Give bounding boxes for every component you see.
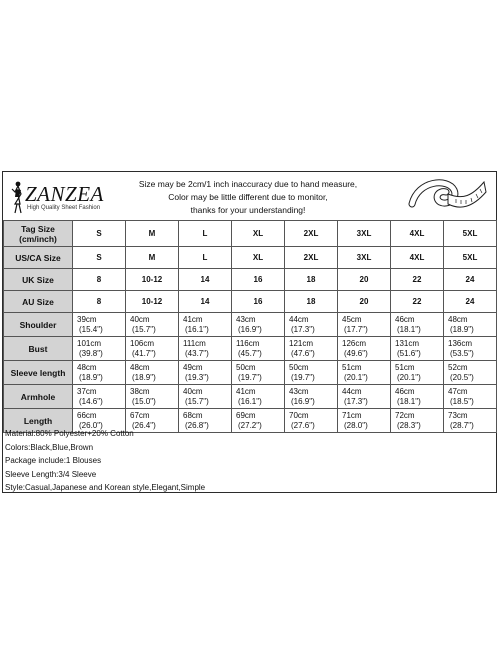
measure-cell (391, 361, 444, 385)
measure-cell (126, 385, 179, 409)
cm-value: 136cm (448, 338, 473, 348)
size-cell: 18 (285, 269, 338, 291)
measure-cell (285, 337, 338, 361)
inch-value: (41.7") (132, 348, 156, 358)
inch-value: (26.4") (132, 420, 156, 430)
cm-value: 37cm (77, 386, 97, 396)
fashion-figure-icon (9, 180, 25, 214)
measure-cell (126, 313, 179, 337)
cm-value: 66cm (77, 410, 97, 420)
cm-value: 44cm (342, 386, 362, 396)
size-cell: XL (232, 247, 285, 269)
size-table (3, 220, 497, 433)
size-cell: 2XL (285, 247, 338, 269)
inch-value: (18.5") (450, 396, 474, 406)
size-cell: 8 (73, 291, 126, 313)
inch-value: (18.1") (397, 324, 421, 334)
inch-value: (20.1") (344, 372, 368, 382)
inch-value: (53.5") (450, 348, 474, 358)
inch-value: (18.1") (397, 396, 421, 406)
inch-value: (26.8") (185, 420, 209, 430)
size-cell: 22 (391, 269, 444, 291)
cm-value: 49cm (183, 362, 203, 372)
row-label-text: UK Size (22, 274, 54, 285)
measure-cell (232, 385, 285, 409)
measure-cell (73, 313, 126, 337)
measure-cell (179, 313, 232, 337)
inch-value: (28.7") (450, 420, 474, 430)
table-row (4, 361, 497, 385)
size-cell: 16 (232, 269, 285, 291)
table-row (4, 337, 497, 361)
inch-value: (20.5") (450, 372, 474, 382)
measure-cell (338, 361, 391, 385)
chart-header (3, 172, 496, 220)
cm-value: 50cm (236, 362, 256, 372)
size-cell: 18 (285, 291, 338, 313)
measure-cell (126, 337, 179, 361)
size-cell: 24 (444, 291, 497, 313)
cm-value: 67cm (130, 410, 150, 420)
size-cell: 5XL (444, 221, 497, 247)
cm-value: 41cm (183, 314, 203, 324)
table-row (4, 313, 497, 337)
cm-value: 126cm (342, 338, 367, 348)
size-cell: 14 (179, 269, 232, 291)
measure-cell (391, 313, 444, 337)
cm-value: 44cm (289, 314, 309, 324)
inch-value: (18.9") (132, 372, 156, 382)
size-cell: 22 (391, 291, 444, 313)
size-cell: 3XL (338, 247, 391, 269)
measure-cell (179, 385, 232, 409)
cm-value: 48cm (448, 314, 468, 324)
size-cell: XL (232, 221, 285, 247)
measure-cell (338, 313, 391, 337)
size-cell: 24 (444, 269, 497, 291)
inch-value: (16.9") (291, 396, 315, 406)
brand-logo (9, 180, 109, 216)
cm-value: 46cm (395, 314, 415, 324)
inch-value: (51.6") (397, 348, 421, 358)
cm-value: 69cm (236, 410, 256, 420)
inch-value: (14.6") (79, 396, 103, 406)
detail-line: Sleeve Length:3/4 Sleeve (5, 469, 97, 479)
size-cell: 20 (338, 269, 391, 291)
cm-value: 40cm (183, 386, 203, 396)
size-cell: 14 (179, 291, 232, 313)
size-cell: S (73, 221, 126, 247)
inch-value: (26.0") (79, 420, 103, 430)
detail-line: Package include:1 Blouses (5, 456, 102, 465)
inch-value: (45.7") (238, 348, 262, 358)
cm-value: 51cm (395, 362, 415, 372)
cm-value: 46cm (395, 386, 415, 396)
size-cell: 4XL (391, 247, 444, 269)
inch-value: (15.7") (185, 396, 209, 406)
inch-value: (18.9") (79, 372, 103, 382)
row-label: Shoulder (4, 313, 73, 337)
inch-value: (17.3") (291, 324, 315, 334)
inch-value: (15.0") (132, 396, 156, 406)
cm-value: 71cm (342, 410, 362, 420)
size-cell: M (126, 221, 179, 247)
cm-value: 43cm (236, 314, 256, 324)
measure-cell (73, 337, 126, 361)
inch-value: (20.1") (397, 372, 421, 382)
inch-value: (27.6") (291, 420, 315, 430)
inch-value: (27.2") (238, 420, 262, 430)
size-cell: 8 (73, 269, 126, 291)
size-cell: S (73, 247, 126, 269)
size-cell: L (179, 221, 232, 247)
row-label: Length (4, 409, 73, 433)
row-label: Sleeve length (4, 361, 73, 385)
cm-value: 116cm (236, 338, 260, 348)
inch-value: (18.9") (450, 324, 474, 334)
measure-cell (73, 361, 126, 385)
row-label: Bust (4, 337, 73, 361)
measure-cell (285, 313, 338, 337)
cm-value: 111cm (183, 338, 206, 348)
size-cell: L (179, 247, 232, 269)
table-row (4, 291, 497, 313)
size-cell: 3XL (338, 221, 391, 247)
measuring-tape-icon (408, 174, 488, 218)
cm-value: 39cm (77, 314, 97, 324)
inch-value: (17.3") (344, 396, 368, 406)
table-row (4, 385, 497, 409)
measure-cell (232, 313, 285, 337)
table-row (4, 221, 497, 247)
size-cell: 10-12 (126, 291, 179, 313)
inch-value: (43.7") (185, 348, 209, 358)
cm-value: 47cm (448, 386, 468, 396)
measure-cell (232, 337, 285, 361)
row-label (4, 221, 73, 247)
size-cell: 4XL (391, 221, 444, 247)
measurement-notice (123, 178, 373, 217)
cm-value: 38cm (130, 386, 150, 396)
measure-cell (444, 361, 497, 385)
detail-line: Colors:Black,Blue,Brown (5, 442, 94, 452)
measure-cell (391, 337, 444, 361)
cm-value: 68cm (183, 410, 203, 420)
measure-cell (391, 385, 444, 409)
row-label (4, 247, 73, 269)
inch-value: (28.0") (344, 420, 368, 430)
size-cell: 5XL (444, 247, 497, 269)
cm-value: 48cm (130, 362, 150, 372)
detail-line: Material:80% Polyester+20% Cotton (5, 429, 134, 438)
inch-value: (15.4") (79, 324, 103, 334)
size-cell: 16 (232, 291, 285, 313)
cm-value: 106cm (130, 338, 155, 348)
product-details (3, 427, 496, 495)
brand-name: ZANZEA (25, 182, 104, 206)
row-label-text: Tag Size (21, 223, 55, 234)
notice-line: Color may be little different due to monitor, (168, 192, 328, 202)
row-label-text: US/CA Size (15, 252, 61, 263)
measure-cell (126, 361, 179, 385)
row-label (4, 291, 73, 313)
inch-value: (16.9") (238, 324, 262, 334)
measure-cell (179, 361, 232, 385)
measure-cell (444, 337, 497, 361)
measure-cell (285, 385, 338, 409)
inch-value: (19.3") (185, 372, 209, 382)
inch-value: (39.8") (79, 348, 103, 358)
measure-cell (338, 385, 391, 409)
measure-cell (444, 385, 497, 409)
row-label: Armhole (4, 385, 73, 409)
cm-value: 121cm (289, 338, 314, 348)
notice-line: thanks for your understanding! (190, 205, 306, 215)
table-row (4, 269, 497, 291)
cm-value: 50cm (289, 362, 309, 372)
inch-value: (16.1") (238, 396, 262, 406)
inch-value: (19.7") (238, 372, 262, 382)
measure-cell (73, 385, 126, 409)
cm-value: 41cm (236, 386, 256, 396)
size-cell: 2XL (285, 221, 338, 247)
detail-line: Style:Casual,Japanese and Korean style,Elegant,Simple (5, 483, 206, 492)
brand-tagline: High Quality Sheet Fashion (27, 205, 101, 211)
inch-value: (28.3") (397, 420, 421, 430)
measure-cell (444, 313, 497, 337)
cm-value: 73cm (448, 410, 468, 420)
cm-value: 101cm (77, 338, 102, 348)
table-row (4, 247, 497, 269)
row-label (4, 269, 73, 291)
row-label-text: (cm/inch) (19, 233, 57, 244)
notice-line: Size may be 2cm/1 inch inaccuracy due to hand measure, (138, 179, 358, 189)
measure-cell (179, 337, 232, 361)
row-label-text: AU Size (22, 296, 54, 307)
measure-cell (338, 337, 391, 361)
size-cell: M (126, 247, 179, 269)
measure-cell (232, 361, 285, 385)
inch-value: (19.7") (291, 372, 315, 382)
inch-value: (47.6") (291, 348, 315, 358)
size-cell: 10-12 (126, 269, 179, 291)
cm-value: 43cm (289, 386, 309, 396)
size-chart-sheet (2, 171, 497, 493)
size-cell: 20 (338, 291, 391, 313)
cm-value: 70cm (289, 410, 309, 420)
inch-value: (49.6") (344, 348, 368, 358)
measure-cell (285, 361, 338, 385)
cm-value: 52cm (448, 362, 468, 372)
cm-value: 48cm (77, 362, 97, 372)
cm-value: 45cm (342, 314, 362, 324)
cm-value: 72cm (395, 410, 415, 420)
cm-value: 51cm (342, 362, 362, 372)
cm-value: 131cm (395, 338, 420, 348)
inch-value: (17.7") (344, 324, 368, 334)
inch-value: (15.7") (132, 324, 156, 334)
inch-value: (16.1") (185, 324, 209, 334)
cm-value: 40cm (130, 314, 150, 324)
